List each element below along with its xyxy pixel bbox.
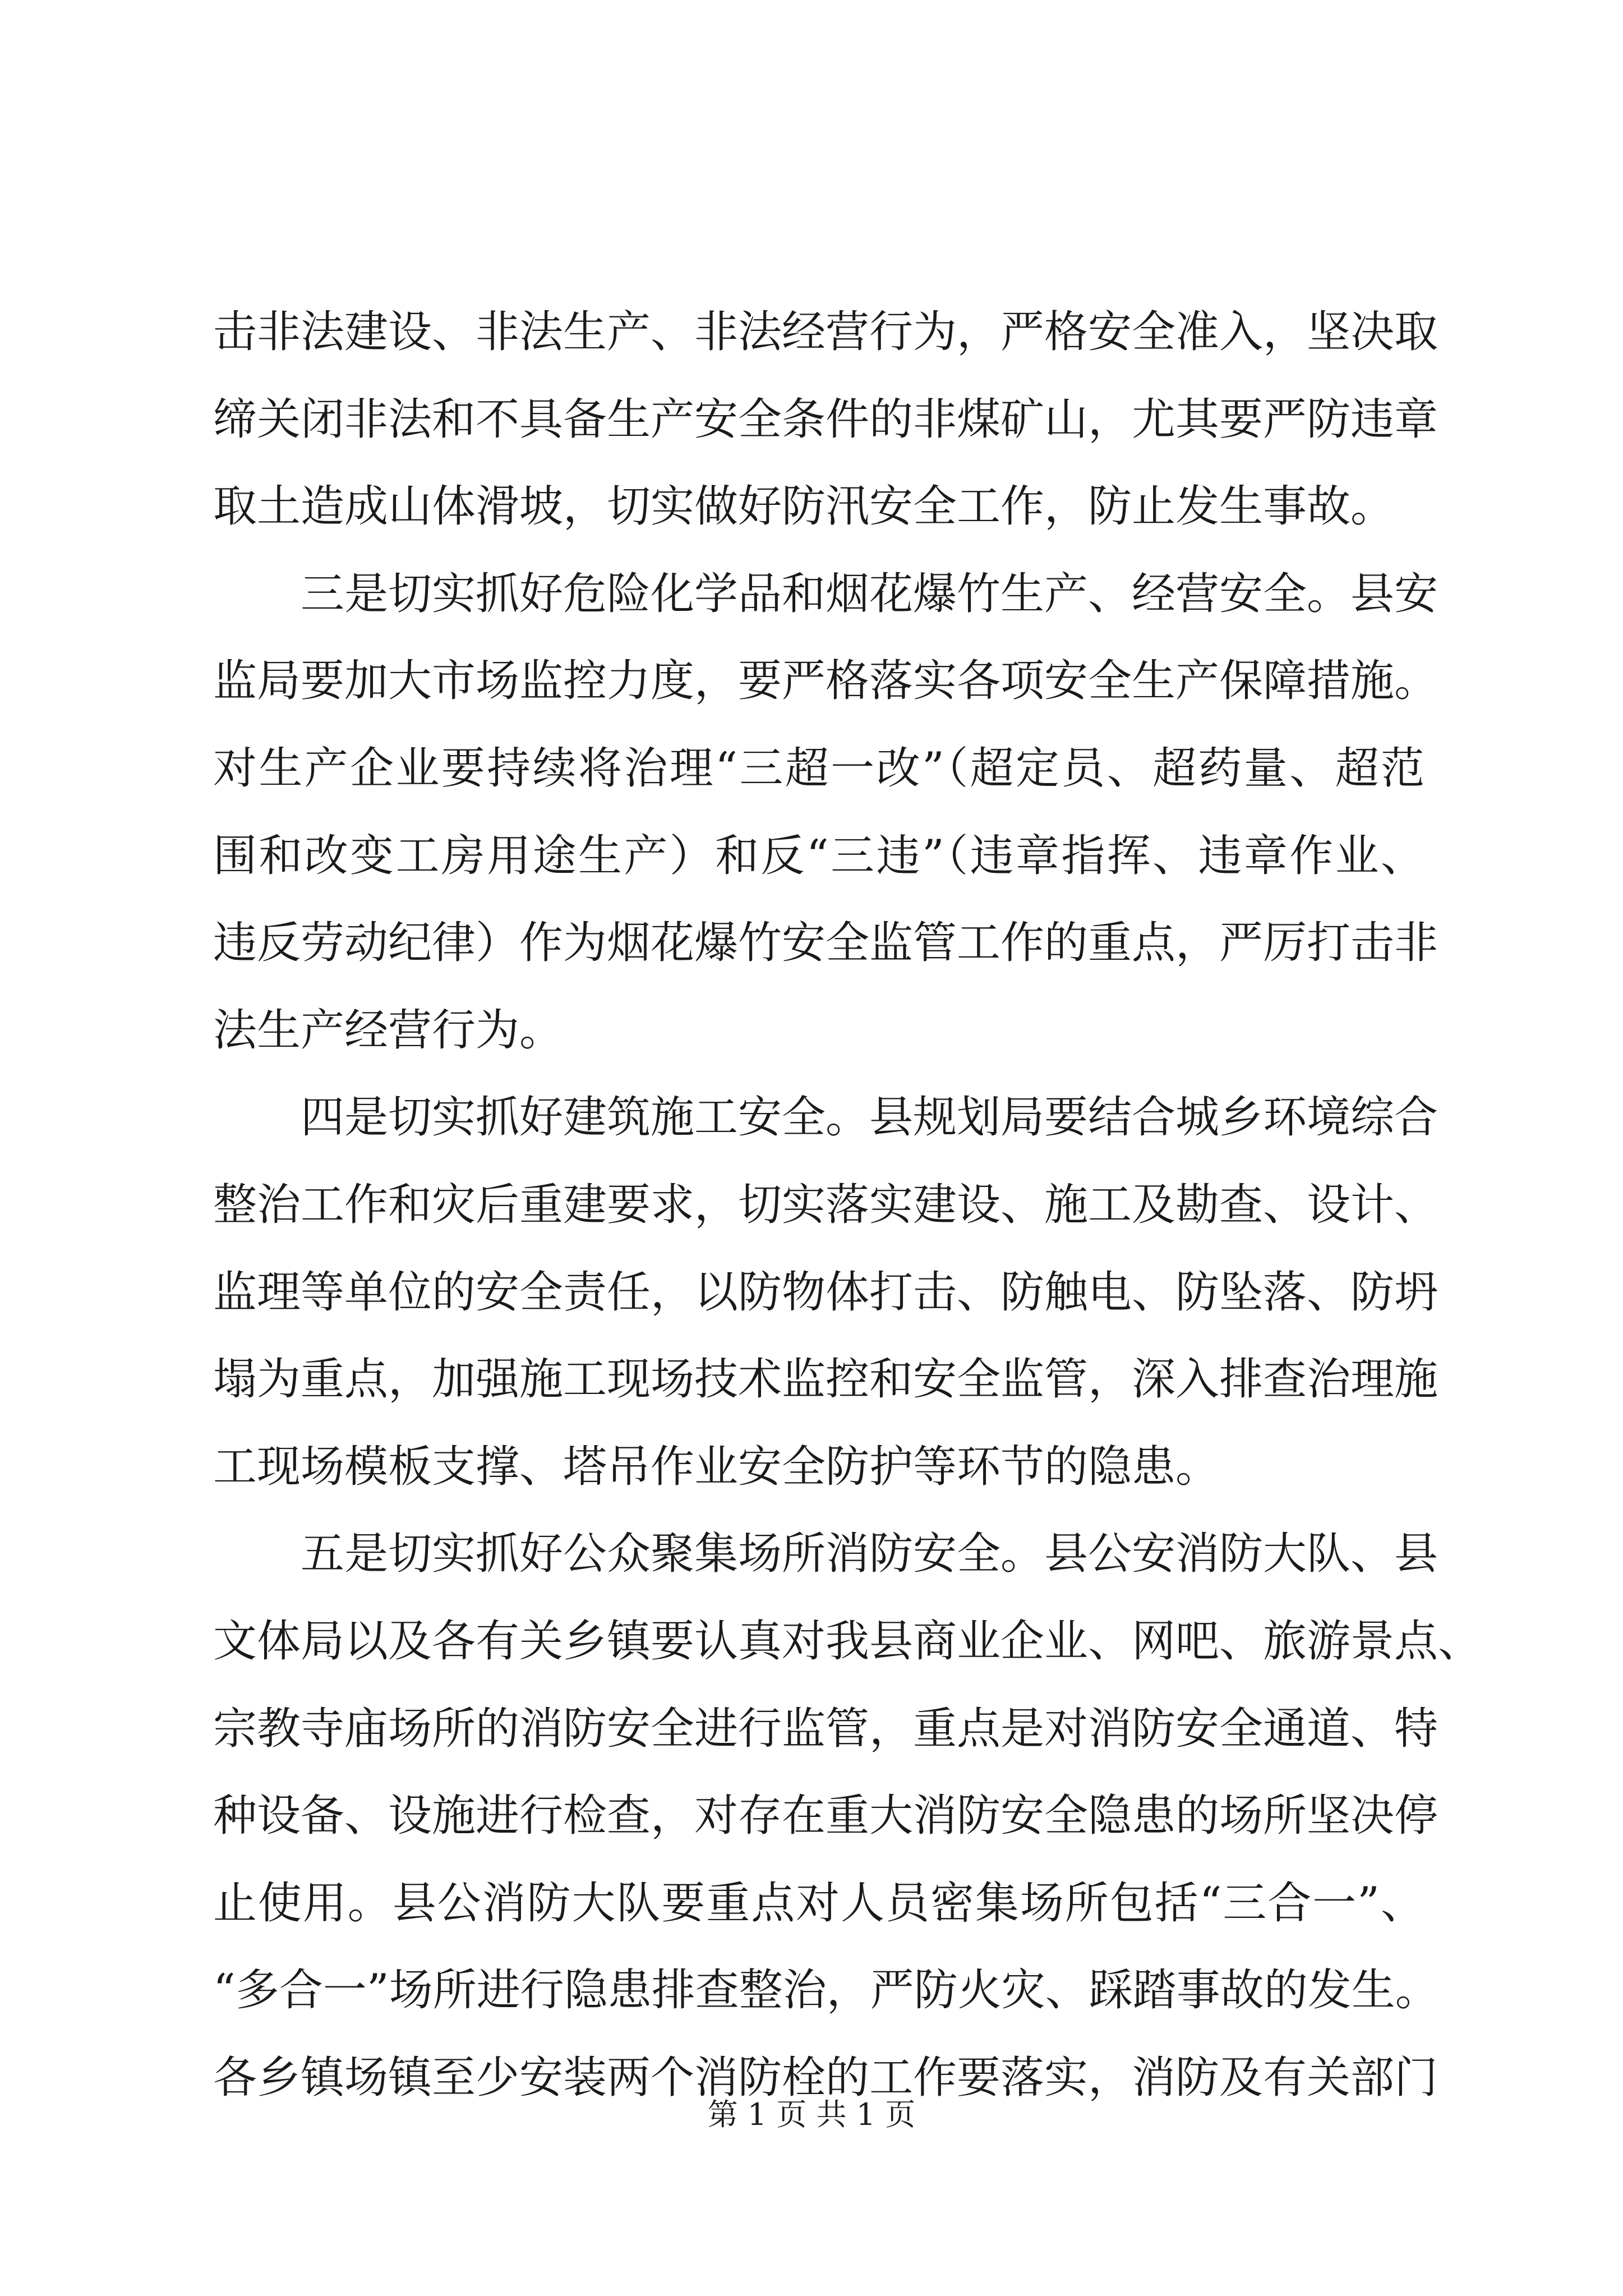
paragraph-4-line-1: 四是切实抓好建筑施工安全。县规划局要结合城乡环境综合 [301,1092,1438,1143]
text-line-17: 宗教寺庙场所的消防安全进行监管，重点是对消防安全通道、特 [213,1704,1438,1754]
text-line-8: 违反劳动纪律）作为烟花爆竹安全监管工作的重点，严厉打击非 [213,918,1438,968]
text-line-3: 取土造成山体滑坡，切实做好防汛安全工作，防止发生事故。 [213,481,1395,532]
text-line-21: 各乡镇场镇至少安装两个消防栓的工作要落实，消防及有关部门 [213,2053,1438,2103]
text-line-12: 监理等单位的安全责任，以防物体打击、防触电、防坠落、防坍 [213,1267,1438,1318]
paragraph-5-line-1: 五是切实抓好公众聚集场所消防安全。县公安消防大队、县 [301,1529,1438,1579]
text-line-13: 塌为重点，加强施工现场技术监控和安全监管，深入排查治理施 [213,1354,1438,1405]
text-line-20: “多合一”场所进行隐患排查整治，严防火灾、踩踏事故的发生。 [213,1965,1439,2016]
page-footer: 第 1 页 共 1 页 [707,2097,916,2132]
text-line-1: 击非法建设、非法生产、非法经营行为，严格安全准入，坚决取 [213,307,1438,357]
text-line-14: 工现场模板支撑、塔吊作业安全防护等环节的隐患。 [213,1442,1220,1492]
text-line-2: 缔关闭非法和不具备生产安全条件的非煤矿山，尤其要严防违章 [213,394,1438,445]
text-line-11: 整治工作和灾后重建要求，切实落实建设、施工及勘查、设计、 [213,1180,1438,1230]
text-line-7: 围和改变工房用途生产）和反“三违”（违章指挥、违章作业、 [213,831,1424,881]
text-line-19: 止使用。县公消防大队要重点对人员密集场所包括“三合一”、 [213,1878,1424,1929]
text-line-18: 种设备、设施进行检查，对存在重大消防安全隐患的场所坚决停 [213,1791,1438,1841]
text-line-9: 法生产经营行为。 [213,1005,564,1056]
text-line-16: 文体局以及各有关乡镇要认真对我县商业企业、网吧、旅游景点、 [213,1616,1482,1667]
text-line-5: 监局要加大市场监控力度，要严格落实各项安全生产保障措施。 [213,656,1438,706]
paragraph-3-line-1: 三是切实抓好危险化学品和烟花爆竹生产、经营安全。县安 [301,569,1438,619]
text-line-6: 对生产企业要持续将治理“三超一改”（超定员、超药量、超范 [213,743,1424,794]
